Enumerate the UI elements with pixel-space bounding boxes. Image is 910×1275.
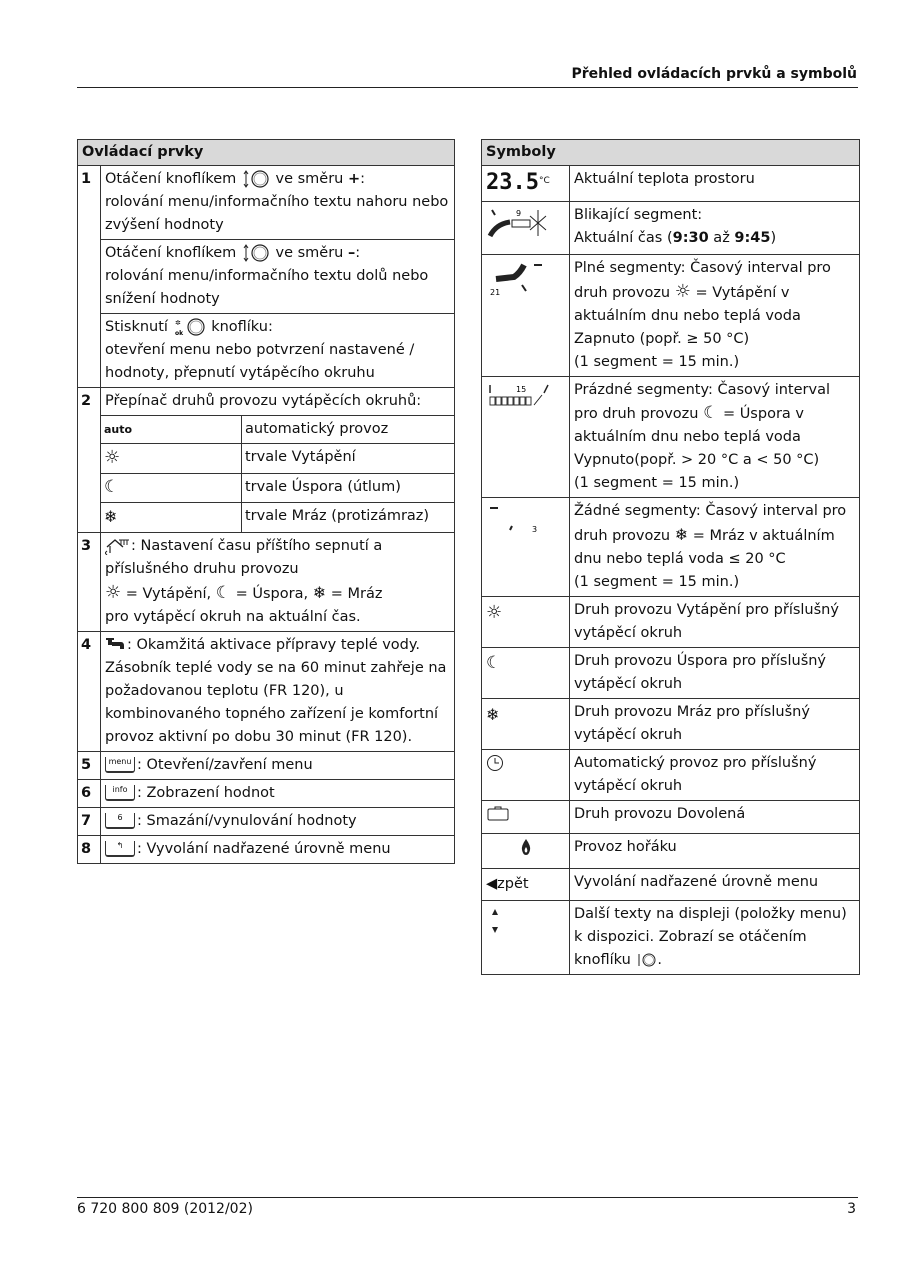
table-row	[482, 833, 860, 868]
text: Aktuální čas (	[574, 229, 673, 246]
symbol-description: Druh provozu Úspora pro příslušný vytápěcí okruh	[570, 647, 860, 698]
sun-icon: ☼	[104, 447, 121, 468]
text: rolování menu/informačního textu nahoru nebo zvýšení hodnoty	[105, 194, 449, 233]
text: (1 segment = 15 min.)	[574, 353, 740, 370]
mode-sun-text: trvale Vytápění	[242, 444, 455, 474]
text: :	[355, 245, 361, 261]
rotary-knob-icon	[241, 243, 271, 263]
house-clock-icon	[105, 537, 131, 555]
menu-button-icon: menu	[105, 757, 135, 773]
symbol-description: Druh provozu Mráz pro příslušný vytápěcí okruh	[570, 698, 860, 749]
rotary-knob-icon	[635, 952, 657, 968]
text: = Mráz v aktuálním dnu nebo teplá voda ≤ 20 °C	[574, 527, 835, 567]
empty-segments-icon	[482, 376, 570, 497]
table-row	[482, 254, 860, 376]
svg-text:✲: ✲	[174, 319, 181, 327]
text: = Vytápění,	[125, 586, 212, 602]
snowflake-icon: ❄	[674, 524, 689, 544]
svg-text:ok: ok	[174, 330, 183, 337]
table-row	[78, 240, 455, 314]
text: = Mráz	[330, 586, 383, 602]
table-row	[78, 533, 455, 632]
text: (1 segment = 15 min.)	[574, 573, 740, 590]
mode-snow-text: trvale Mráz (protizámraz)	[242, 503, 455, 533]
tap-icon	[105, 637, 127, 653]
text: otevření menu nebo potvrzení nastavené / hodnoty, přepnutí vytápěcího okruhu	[105, 342, 415, 381]
table-row	[482, 900, 860, 974]
document-code: 6 720 800 809 (2012/02)	[77, 1201, 253, 1217]
page-header-title: Přehled ovládacích prvků a symbolů	[571, 66, 857, 82]
symbols-table	[481, 139, 860, 975]
text: druh provozu	[574, 527, 671, 544]
row-number: 8	[78, 836, 101, 864]
snowflake-icon: ❄	[482, 698, 570, 749]
table-row	[482, 497, 860, 596]
row-number: 1	[78, 166, 101, 388]
table-row	[78, 314, 455, 388]
sun-icon: ☼	[674, 280, 691, 302]
triangle-left-icon: ◀	[486, 875, 498, 892]
text: Otáčení knoflíkem	[105, 171, 237, 187]
table-row	[78, 752, 455, 780]
text: : Zobrazení hodnot	[137, 785, 275, 801]
time-marker: 9	[516, 208, 522, 218]
row-number: 7	[78, 808, 101, 836]
text: Další texty na displeji (položky menu) k dispozici. Zobrazí se otáčením knoflíku	[574, 905, 847, 968]
symbol-description: Druh provozu Vytápění pro příslušný vytápěcí okruh	[570, 596, 860, 647]
text: Otáčení knoflíkem	[105, 245, 237, 261]
row-1a	[101, 166, 455, 240]
text: : Okamžitá aktivace přípravy teplé vody. Zásobník teplé vody se na 60 minut zahřeje na požadovanou teplotu (FR 120), u kombinovaného topného zařízení je komfortní provoz aktivní po dobu 30 minut (FR 120).	[105, 637, 447, 745]
blinking-segment-icon	[482, 201, 570, 254]
symbol-description: Aktuální teplota prostoru	[570, 166, 860, 202]
clock-icon	[482, 749, 570, 800]
text: ve směru	[275, 171, 344, 187]
row-number: 2	[78, 388, 101, 533]
mode-moon-text: trvale Úspora (útlum)	[242, 474, 455, 503]
snowflake-icon: ❄	[312, 583, 327, 602]
symbol-description: Provoz hořáku	[570, 833, 860, 868]
back-arrow-cell	[482, 868, 570, 900]
row-number: 5	[78, 752, 101, 780]
time-end: 9:45	[734, 229, 771, 246]
symbol-description	[570, 497, 860, 596]
text: druh provozu	[574, 284, 671, 301]
header-rule	[77, 87, 858, 88]
symbol-description	[570, 201, 860, 254]
table-row	[78, 836, 455, 864]
text: rolování menu/informačního textu dolů nebo snížení hodnoty	[105, 268, 429, 307]
temperature-digits: 23.5	[486, 169, 539, 195]
text: )	[770, 229, 777, 246]
time-marker: 15	[516, 384, 527, 394]
snowflake-icon: ❄	[104, 507, 118, 526]
full-segments-icon	[482, 254, 570, 376]
suitcase-icon	[482, 800, 570, 833]
table-row	[78, 780, 455, 808]
moon-icon: ☾	[482, 647, 570, 698]
row-5	[101, 752, 455, 780]
time-marker: 3	[532, 524, 538, 534]
mode-sun-cell	[101, 444, 242, 474]
mode-moon-cell	[101, 474, 242, 503]
table-row	[482, 698, 860, 749]
info-button-icon: info	[105, 785, 135, 801]
no-segments-icon	[482, 497, 570, 596]
text: = Úspora,	[235, 586, 309, 602]
row-8	[101, 836, 455, 864]
minus-sign: –	[347, 245, 356, 261]
row-1b	[101, 240, 455, 314]
controls-heading: Ovládací prvky	[78, 140, 455, 166]
row-number: 3	[78, 533, 101, 632]
text: : Otevření/zavření menu	[137, 757, 313, 773]
text: : Nastavení času příštího sepnutí a příslušného druhu provozu	[105, 538, 383, 577]
symbol-description	[570, 254, 860, 376]
text: pro druh provozu	[574, 405, 699, 422]
time-start: 9:30	[672, 229, 709, 246]
symbol-description: Další texty na displeji (položky menu) k dispozici. Zobrazí se otáčením knoflíku .	[570, 900, 860, 974]
text: až	[708, 229, 735, 246]
text: Blikající segment:	[574, 206, 703, 223]
list-item	[101, 503, 454, 533]
table-row	[482, 201, 860, 254]
temperature-display-icon	[482, 166, 570, 202]
moon-icon: ☾	[703, 402, 719, 423]
temperature-unit: °C	[538, 176, 550, 186]
text: :	[360, 171, 366, 187]
table-row	[482, 596, 860, 647]
row-7	[101, 808, 455, 836]
list-item	[101, 416, 454, 444]
table-row	[482, 800, 860, 833]
list-item	[101, 474, 454, 503]
text: = Vytápění v aktuálním dnu nebo teplá voda Zapnuto (popř. ≥ 50 °C)	[574, 284, 801, 347]
text: (1 segment = 15 min.)	[574, 474, 740, 491]
text: knoflíku:	[211, 319, 273, 335]
time-marker: 21	[490, 287, 501, 297]
page-number: 3	[847, 1201, 856, 1217]
mode-snow-cell	[101, 503, 242, 533]
row-number: 4	[78, 632, 101, 752]
text: = Úspora v aktuálním dnu nebo teplá voda Vypnuto(popř. > 20 °C a < 50 °C)	[574, 405, 820, 468]
scroll-arrows-icon	[482, 900, 570, 974]
auto-label: auto	[101, 416, 242, 444]
text: Stisknutí	[105, 319, 168, 335]
text: : Smazání/vynulování hodnoty	[137, 813, 357, 829]
table-row	[482, 749, 860, 800]
moon-icon: ☾	[215, 583, 232, 603]
rotary-knob-icon	[241, 169, 271, 189]
symbol-description: Automatický provoz pro příslušný vytápěcí okruh	[570, 749, 860, 800]
text: pro vytápěcí okruh na aktuální čas.	[105, 609, 361, 625]
row-4	[101, 632, 455, 752]
table-row	[482, 647, 860, 698]
mode-switch-title: Přepínač druhů provozu vytápěcích okruhů:	[101, 388, 454, 416]
table-row	[78, 388, 455, 533]
row-3	[101, 533, 455, 632]
row-6	[101, 780, 455, 808]
sun-icon: ☼	[482, 596, 570, 647]
table-row	[482, 166, 860, 202]
reset-button-icon: 6	[105, 813, 135, 829]
press-knob-icon	[173, 317, 207, 337]
table-row	[482, 376, 860, 497]
table-row	[78, 632, 455, 752]
text: Žádné segmenty: Časový interval pro	[574, 502, 847, 519]
sun-icon: ☼	[105, 582, 122, 603]
text: ve směru	[275, 245, 344, 261]
moon-icon: ☾	[104, 477, 120, 497]
symbols-heading: Symboly	[482, 140, 860, 166]
table-row	[78, 166, 455, 240]
list-item	[101, 444, 454, 474]
footer-rule	[77, 1197, 858, 1198]
controls-table	[77, 139, 455, 864]
flame-icon	[482, 833, 570, 868]
back-label: zpět	[497, 875, 529, 892]
mode-list	[101, 416, 454, 532]
table-row	[482, 868, 860, 900]
text: Plné segmenty: Časový interval pro	[574, 259, 831, 276]
mode-auto-text: automatický provoz	[242, 416, 455, 444]
row-1c	[101, 314, 455, 388]
row-number: 6	[78, 780, 101, 808]
table-row	[78, 808, 455, 836]
text: Prázdné segmenty: Časový interval	[574, 381, 830, 398]
back-button-icon: ↰	[105, 841, 135, 857]
symbol-description	[570, 376, 860, 497]
row-2	[101, 388, 455, 533]
symbol-description: Vyvolání nadřazené úrovně menu	[570, 868, 860, 900]
text: : Vyvolání nadřazené úrovně menu	[137, 841, 391, 857]
plus-sign: +	[347, 171, 361, 187]
symbol-description: Druh provozu Dovolená	[570, 800, 860, 833]
